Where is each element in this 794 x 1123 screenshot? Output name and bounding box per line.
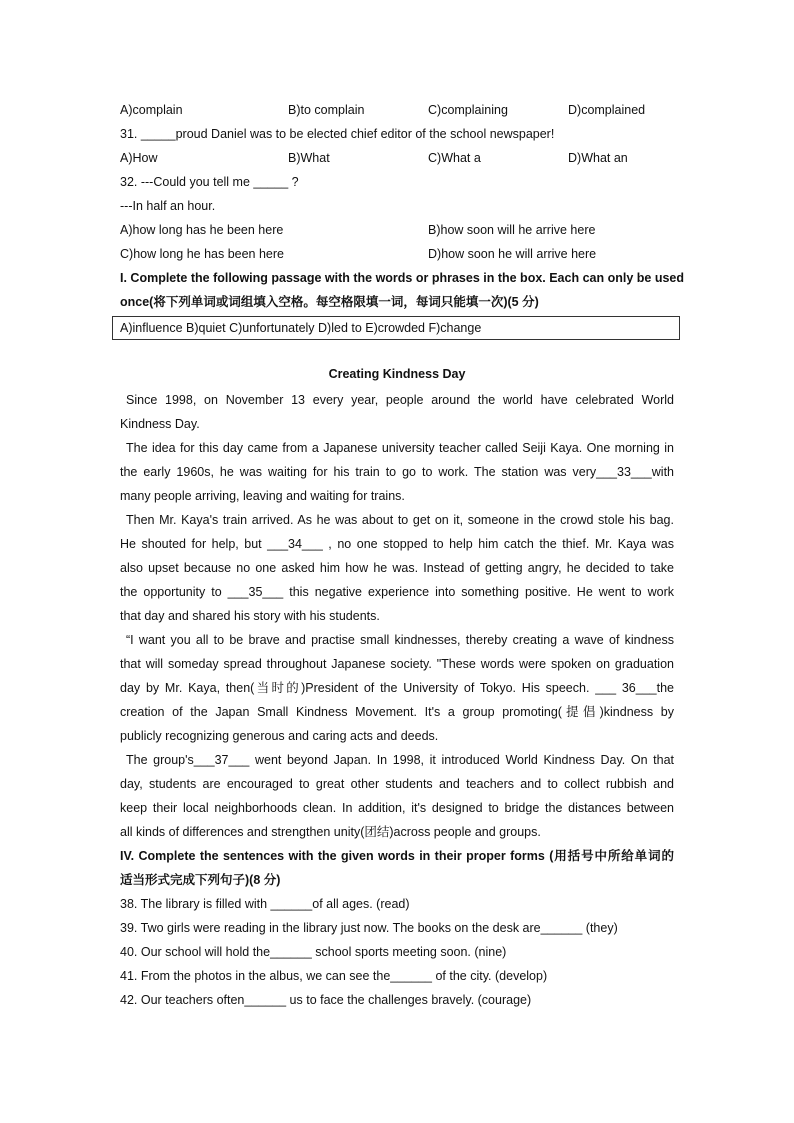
passage-line: The idea for this day came from a Japanese university teacher called Seiji Kaya. One morning in [126,441,674,455]
q32-option-c: C)how long he has been here [120,247,285,261]
passage-line: that will someday spread throughout Japanese society. "These words were spoken on graduation [120,657,674,671]
worksheet-page [120,100,684,1012]
word-box: A)influence B)quiet C)unfortunately D)led to E)crowded F)change [112,316,680,340]
q32-option-d: D)how soon he will arrive here [428,247,597,261]
passage-line: Then Mr. Kaya's train arrived. As he was about to get on it, someone in the crowd stole his bag. [126,513,674,527]
passage-title: Creating Kindness Day [328,367,466,381]
passage-line: that day and shared his story with his students. [120,609,380,623]
q32-options-row1 [120,220,674,244]
q32-option-b: B)how soon will he arrive here [428,223,596,237]
q30-option-c: C)complaining [428,103,508,117]
q31-option-a: A)How [120,151,158,165]
passage-line: keep their local neighborhoods clean. In addition, it's designed to bridge the distances between [120,801,674,815]
section-one-instruction: I. Complete the following passage with the words or phrases in the box. Each can only be used [120,271,684,285]
passage-line: also upset because no one asked him how he was. Instead of getting angry, he decided to take [120,561,674,575]
spacer [120,340,674,364]
passage-line: the opportunity to ___35___ this negative experience into something positive. He went to work [120,585,674,599]
passage-line: many people arriving, leaving and waiting for trains. [120,489,405,503]
fill-item-40: 40. Our school will hold the______ school sports meeting soon. (nine) [120,945,507,959]
passage-line: day, students are encouraged to great other students and teachers and to collect rubbish and [120,777,674,791]
fill-item-41: 41. From the photos in the albus, we can see the______ of the city. (develop) [120,969,548,983]
passage-line: Since 1998, on November 13 every year, people around the world have celebrated World [126,393,674,407]
q32-option-a: A)how long has he been here [120,223,284,237]
fill-item-42: 42. Our teachers often______ us to face the challenges bravely. (courage) [120,993,532,1007]
q30-option-a: A)complain [120,103,183,117]
q30-option-b: B)to complain [288,103,365,117]
passage-line: The group's___37___ went beyond Japan. In 1998, it introduced World Kindness Day. On that [126,753,674,767]
q30-option-d: D)complained [568,103,646,117]
q32-stem: 32. ---Could you tell me _____ ? [120,175,299,189]
passage-line: all kinds of differences and strengthen unity(团结)across people and groups. [120,825,541,839]
q32-options-row2 [120,244,674,268]
passage-line: day by Mr. Kaya, then(当时的)President of the University of Tokyo. His speech. ___ 36___the [120,681,674,695]
passage-line: Kindness Day. [120,417,200,431]
q32-reply: ---In half an hour. [120,199,216,213]
passage-line: publicly recognizing generous and caring acts and deeds. [120,729,439,743]
q31-option-d: D)What an [568,151,628,165]
section-four-instruction-cont: 适当形式完成下列句子)(8 分) [120,873,281,887]
q30-options [120,100,674,124]
fill-item-38: 38. The library is filled with ______of all ages. (read) [120,897,410,911]
passage-line: “I want you all to be brave and practise small kindnesses, thereby creating a wave of kindness [126,633,674,647]
passage-line: the early 1960s, he was waiting for his train to go to work. The station was very___33___with [120,465,674,479]
q31-option-b: B)What [288,151,330,165]
fill-item-39: 39. Two girls were reading in the library just now. The books on the desk are______ (they) [120,921,618,935]
passage-line: creation of the Japan Small Kindness Movement. It's a group promoting(提倡)kindness by [120,705,674,719]
section-four-instruction: IV. Complete the sentences with the given words in their proper forms (用括号中所给单词的 [120,849,674,863]
q31-stem: 31. _____proud Daniel was to be elected chief editor of the school newspaper! [120,127,555,141]
q31-option-c: C)What a [428,151,481,165]
section-one-instruction-cont: once(将下列单词或词组填入空格。每空格限填一词，每词只能填一次)(5 分) [120,295,539,309]
passage-line: He shouted for help, but ___34___ , no one stopped to help him catch the thief. Mr. Kaya was [120,537,674,551]
word-box-row [120,316,674,340]
q31-options [120,148,674,172]
